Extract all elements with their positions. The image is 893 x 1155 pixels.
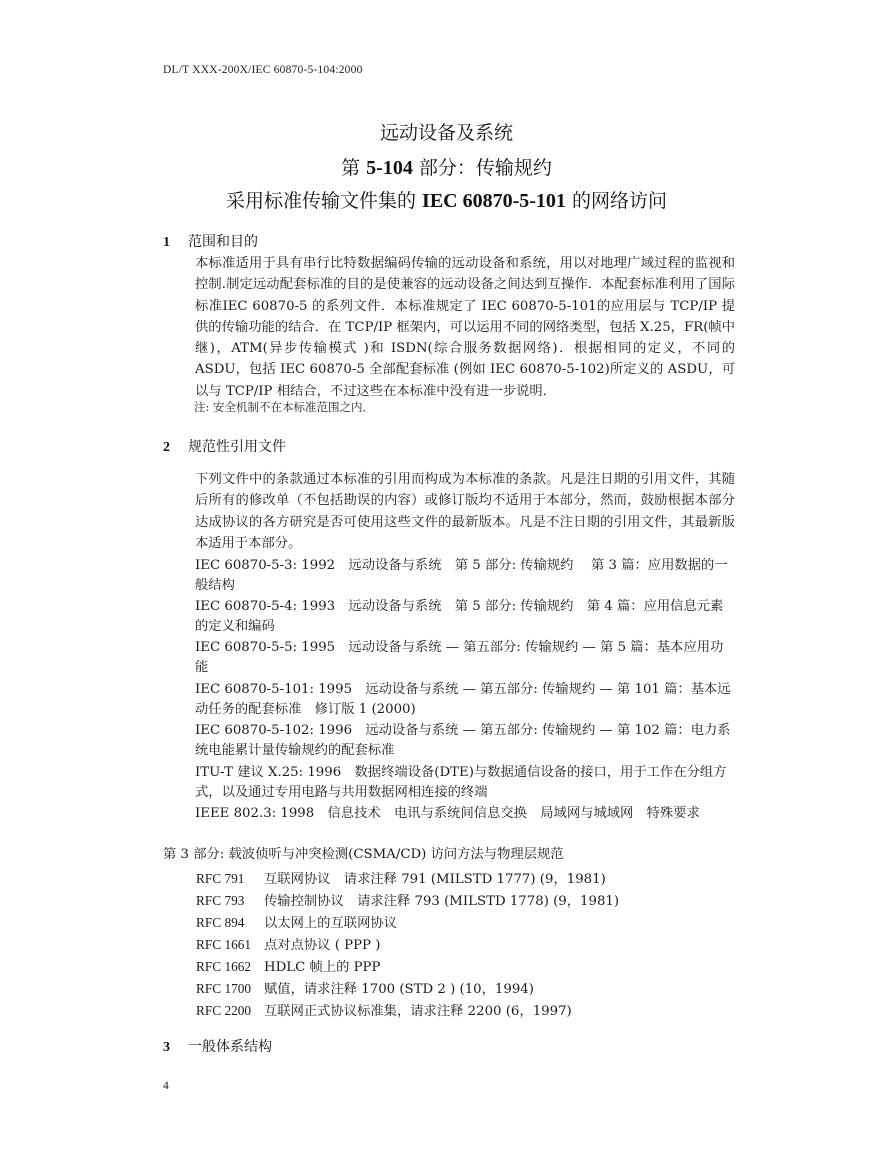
title-line-3-code: IEC 60870-5-101 (422, 190, 566, 212)
rfc-text: 点对点协议 ( PPP ) (264, 938, 381, 953)
title-line-2-prefix: 第 (341, 157, 367, 179)
title-line-2 (140, 153, 753, 180)
section-1-text: 本标准适用于具有串行比特数据编码传输的远动设备和系统，用以对地理广域过程的监视和控制.制定远动配套标准的目的是使兼容的远动设备之间达到互操作．本配套标准利用了国际标准IEC 60870-5 的系列文件．本标准规定了 IEC 60870-5-101的应用层与 TCP/IP 提供的传输功能的结合．在 TCP/IP 框架内，可以运用不同的网络类型，包括 X.25，FR(帧中继)，ATM(异步传输模式 )和 ISDN(综合服务数据网络)．根据相同的定义，不同的 ASDU，包括 IEC 60870-5 全部配套标准 (例如 IEC 60870-5-102)所定义的 ASDU，可以与 TCP/IP 相结合，不过这些在本标准中没有进一步说明． (195, 256, 735, 399)
title-line-3-prefix: 采用标准传输文件集的 (226, 190, 423, 212)
rfc-line (196, 1000, 572, 1019)
title-line-3-suffix: 的网络访问 (565, 190, 667, 212)
section-2-heading (163, 436, 286, 456)
rfc-code: RFC 791 (196, 871, 245, 886)
rfc-text: 赋值，请求注释 1700 (STD 2 ) (10，1994) (264, 982, 534, 997)
section-1-title: 范围和目的 (188, 234, 258, 250)
reference-item (163, 804, 735, 824)
section-2-title: 规范性引用文件 (188, 439, 286, 455)
rfc-line (196, 956, 380, 975)
rfc-line (196, 912, 397, 931)
section-1-number: 1 (163, 235, 170, 250)
reference-text: IEC 60870-5-3: 1992 远动设备与系统 第 5 部分: 传输规约 第 3 篇：应用数据的一般结构 (195, 558, 728, 593)
title-line-2-code: 5-104 (366, 157, 413, 179)
reference-item (163, 845, 735, 865)
title-line-1: 远动设备及系统 (379, 122, 513, 144)
reference-text: IEC 60870-5-5: 1995 远动设备与系统 — 第五部分: 传输规约 — 第 5 篇：基本应用功能 (195, 640, 724, 675)
rfc-text: 互联网正式协议标准集，请求注释 2200 (6，1997) (264, 1004, 572, 1019)
rfc-code: RFC 1661 (196, 937, 252, 952)
rfc-text: 以太网上的互联网协议 (264, 916, 397, 931)
rfc-text: 互联网协议 请求注释 791 (MILSTD 1777) (9，1981) (264, 872, 606, 887)
reference-item (163, 721, 735, 761)
section-2-paragraph (163, 469, 735, 554)
section-3-title: 一般体系结构 (188, 1039, 272, 1055)
reference-text: ITU-T 建议 X.25: 1996 数据终端设备(DTE)与数据通信设备的接口，用于工作在分组方式，以及通过专用电路与共用数据网相连接的终端 (195, 765, 727, 800)
rfc-code: RFC 1662 (196, 959, 252, 974)
rfc-code: RFC 793 (196, 893, 245, 908)
reference-text: IEC 60870-5-102: 1996 远动设备与系统 — 第五部分: 传输规约 — 第 102 篇：电力系统电能累计量传输规约的配套标准 (195, 723, 731, 758)
rfc-code: RFC 1700 (196, 981, 252, 996)
rfc-line (196, 978, 534, 997)
rfc-code: RFC 894 (196, 915, 245, 930)
reference-item (163, 597, 735, 637)
reference-item (163, 680, 735, 720)
rfc-text: 传输控制协议 请求注释 793 (MILSTD 1778) (9，1981) (264, 894, 620, 909)
rfc-text: HDLC 帧上的 PPP (264, 960, 381, 975)
rfc-line (196, 890, 619, 909)
rfc-line (196, 934, 380, 953)
reference-text: IEC 60870-5-101: 1995 远动设备与系统 — 第五部分: 传输规约 — 第 101 篇：基本远动任务的配套标准 修订版 1 (2000) (195, 682, 731, 717)
reference-item (163, 556, 735, 596)
page-number: 4 (163, 1080, 169, 1092)
document-code: DL/T XXX-200X/IEC 60870-5-104:2000 (163, 64, 363, 76)
section-1-heading (163, 231, 258, 251)
rfc-line (196, 868, 606, 887)
reference-text: IEEE 802.3: 1998 信息技术 电讯与系统间信息交换 局域网与城域网 特殊要求 (195, 806, 700, 821)
reference-text: 第 3 部分: 载波侦听与冲突检测(CSMA/CD) 访问方法与物理层规范 (163, 847, 564, 862)
reference-item (163, 638, 735, 678)
rfc-code: RFC 2200 (196, 1003, 252, 1018)
reference-text: IEC 60870-5-4: 1993 远动设备与系统 第 5 部分: 传输规约 第 4 篇：应用信息元素的定义和编码 (195, 599, 724, 634)
section-1-note: 注: 安全机制不在本标准范围之内． (194, 400, 375, 414)
section-3-number: 3 (163, 1040, 170, 1055)
section-1-paragraph (163, 253, 735, 402)
title-line-3 (140, 186, 753, 213)
section-3-heading (163, 1036, 272, 1056)
title-line-2-suffix: 部分：传输规约 (412, 157, 552, 179)
section-2-number: 2 (163, 440, 170, 455)
section-2-text: 下列文件中的条款通过本标准的引用而构成为本标准的条款。凡是注日期的引用文件，其随后所有的修改单（不包括勘误的内容）或修订版均不适用于本部分，然而，鼓励根据本部分达成协议的各方研究是否可使用这些文件的最新版本。凡是不注日期的引用文件，其最新版本适用于本部分。 (195, 472, 735, 551)
reference-item (163, 763, 735, 803)
